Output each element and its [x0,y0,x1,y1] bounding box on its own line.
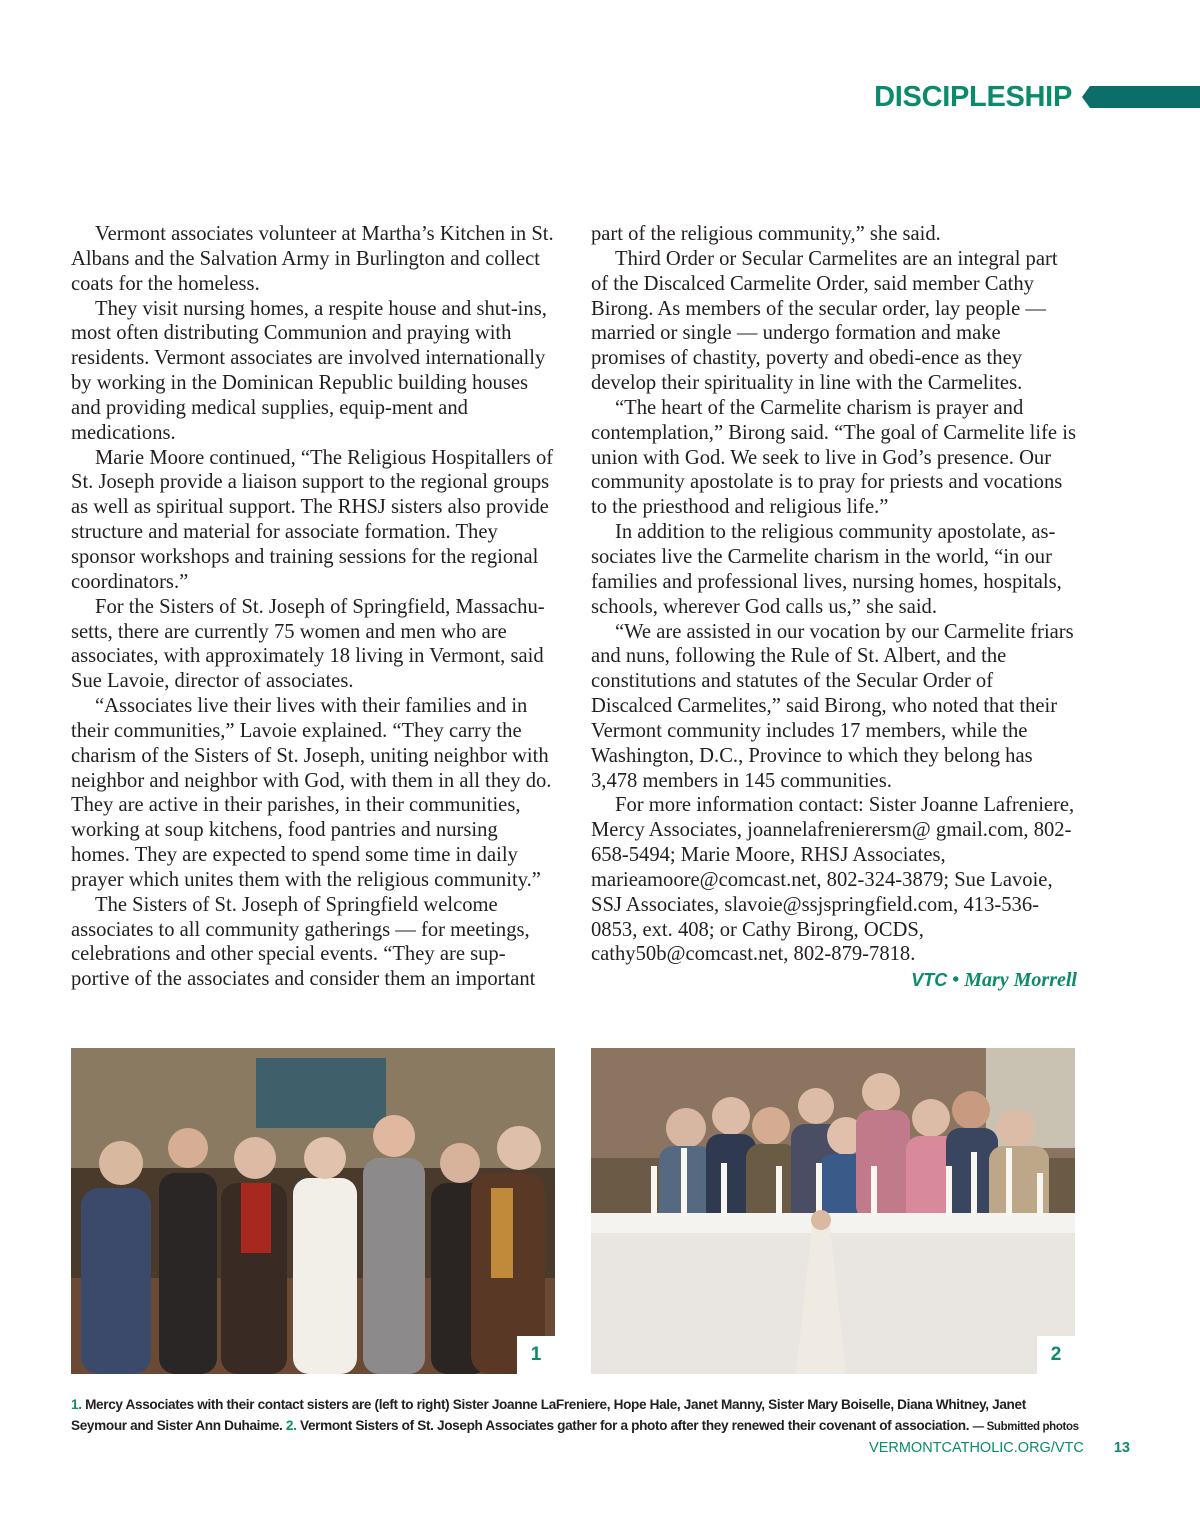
byline-separator: • [952,969,960,992]
caption-number-1: 1. [71,1397,82,1412]
section-tab-bar [1082,86,1200,108]
paragraph: They visit nursing homes, a respite house and shut-ins, most often distributing Communion and praying with residents. Vermont associates are involved internationally by working in the Dominican Republic building houses and providing medical supplies, equip-ment and medications. [71,297,547,444]
section-header [874,78,1200,116]
photo-ssj-associates [591,1048,1075,1374]
paragraph: Marie Moore continued, “The Religious Hospitallers of St. Joseph provide a liaison support to the regional groups as well as spiritual support. The RHSJ sisters also provide structure and material for associate formation. They sponsor workshops and training sessions for the regional coordinators.” [71,446,554,593]
footer-url: VERMONTCATHOLIC.ORG/VTC [869,1440,1084,1456]
paragraph: “We are assisted in our vocation by our Carmelite friars and nuns, following the Rule of St. Albert, and the constitutions and statutes of the Secular Order of Discalced Carmelites,” said Birong, who noted that their Vermont community includes 17 members, while the Washington, D.C., Province to which they belong has 3,478 members in 145 communities. [591,620,1074,792]
photo-number-2: 2 [1037,1336,1075,1374]
caption-text-2: Vermont Sisters of St. Joseph Associates gather for a photo after they renewed their covenant of association. [300,1418,970,1433]
caption-number-2: 2. [285,1418,297,1433]
photo-caption [71,1394,1081,1438]
byline-outlet: VTC [911,970,948,991]
paragraph: “The heart of the Carmelite charism is prayer and contemplation,” Birong said. “The goal of Carmelite life is union with God. We seek to live in God’s presence. Our community apostolate is to pray for priests and vocations to the priesthood and religious life.” [591,396,1076,519]
paragraph: For the Sisters of St. Joseph of Springfield, Massachu-setts, there are currently 75 women and men who are associates, with approximately 18 living in Vermont, said Sue Lavoie, director of associates. [71,595,545,693]
paragraph: The Sisters of St. Joseph of Springfield welcome associates to all community gatherings — for meetings, celebrations and other special events. “They are sup-portive of the associates and consider them an important [71,893,536,991]
article-column-right [591,222,1077,993]
photo-mercy-associates [71,1048,555,1374]
byline-author: Mary Morrell [964,969,1077,992]
photo-1-image [71,1048,555,1374]
caption-credit: — Submitted photos [972,1421,1079,1433]
byline [591,968,1077,993]
paragraph: Vermont associates volunteer at Martha’s Kitchen in St. Albans and the Salvation Army in Burlington and collect coats for the homeless. [71,223,554,295]
page-number: 13 [1113,1440,1130,1456]
section-title: DISCIPLESHIP [874,80,1072,113]
photo-number-1: 1 [517,1336,555,1374]
paragraph: In addition to the religious community apostolate, as-sociates live the Carmelite charism in the world, “in our families and professional lives, nursing homes, hospitals, schools, wherever God calls us,” she said. [591,521,1062,618]
photo-2-image [591,1048,1075,1374]
caption-text-1: Mercy Associates with their contact sisters are (left to right) Sister Joanne LaFreniere, Hope Hale, Janet Manny, Sister Mary Boiselle, Diana Whitney, Janet Seymour and Sister Ann Duhaime. [71,1397,1026,1433]
paragraph: “Associates live their lives with their families and in their communities,” Lavoie explained. “They carry the charism of the Sisters of St. Joseph, uniting neighbor with neighbor and neighbor with God, with them in all they do. They are active in their parishes, in their communities, working at soup kitchens, food pantries and nursing homes. They are expected to spend some time in daily prayer which unites them with the religious community.” [71,695,552,891]
page-footer [869,1440,1130,1456]
paragraph: For more information contact: Sister Joanne Lafreniere, Mercy Associates, joannelafrenierersm@ gmail.com, 802-658-5494; Marie Moore, RHSJ Associates, marieamoore@comcast.net, 802-324-3879; Sue Lavoie, SSJ Associates, slavoie@ssjspringfield.com, 413-536-0853, ext. 408; or Cathy Birong, OCDS, cathy50b@comcast.net, 802-879-7818. [591,794,1075,966]
paragraph: part of the religious community,” she said. [591,223,941,245]
paragraph: Third Order or Secular Carmelites are an integral part of the Discalced Carmelite Order, said member Cathy Birong. As members of the secular order, lay people — married or single — undergo formation and make promises of chastity, poverty and obedi-ence as they develop their spirituality in line with the Carmelites. [591,247,1058,395]
article-column-left [71,222,557,992]
